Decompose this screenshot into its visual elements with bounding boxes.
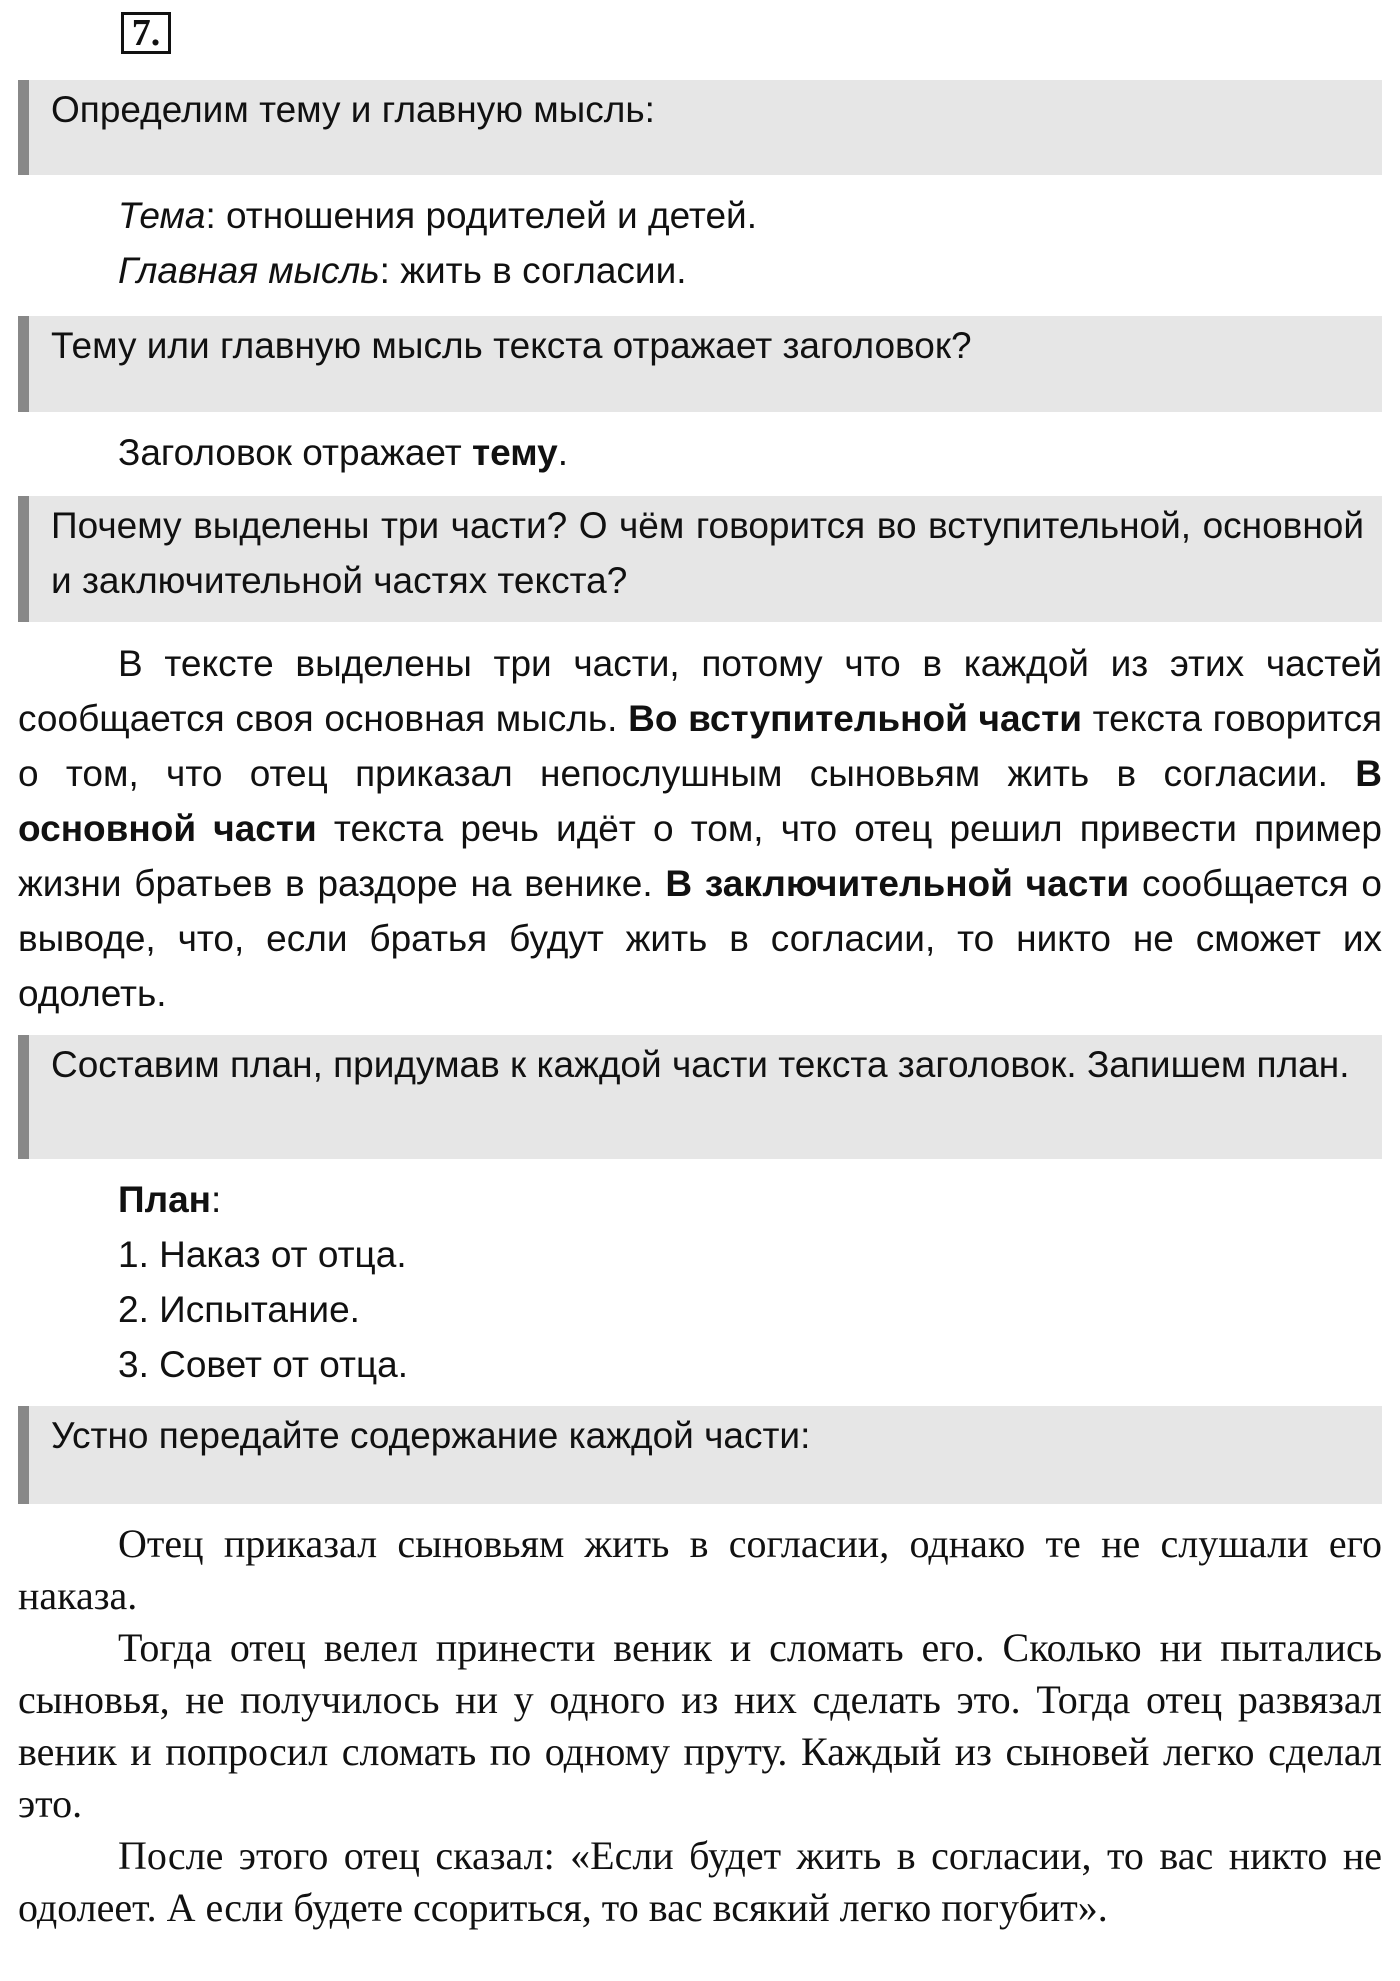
question-text: Определим тему и главную мысль: — [51, 89, 655, 130]
plan-title-line — [118, 1172, 1400, 1227]
retelling-paragraph: Тогда отец велел принести веник и сломать его. Сколько ни пытались сыновья, не получилось ни у одного из них сделать это. Тогда отец развязал веник и попросил сломать по одному пруту. Каждый из сыновей легко сделал это. — [18, 1625, 1382, 1826]
plan-title: План — [118, 1179, 212, 1220]
question-box-topic — [18, 80, 1382, 175]
answer-title — [18, 425, 1400, 480]
theme-text: : отношения родителей и детей. — [205, 195, 757, 236]
question-box-title — [18, 316, 1382, 412]
question-box-retell — [18, 1406, 1382, 1504]
answer-text: Заголовок отражает — [118, 432, 473, 473]
plan — [18, 1172, 1400, 1392]
idea-label: Главная мысль — [118, 250, 380, 291]
theme-line — [118, 188, 1400, 243]
answer-suffix: . — [557, 432, 568, 473]
idea-line — [118, 243, 1400, 298]
question-text: Устно передайте содержание каждой части: — [51, 1415, 811, 1456]
answer-text: В тексте выделены три части, потому что в каждой из этих частей сообщается своя основная мысль. — [18, 643, 1382, 739]
retelling — [18, 1518, 1382, 1934]
theme-label: Тема — [118, 195, 206, 236]
answer-text: сообщается о выводе, что, если братья будут жить в согласии, то никто не сможет их одолеть. — [18, 863, 1383, 1014]
plan-item: 1. Наказ от отца. — [118, 1234, 407, 1275]
retelling-paragraph: Отец приказал сыновьям жить в согласии, однако те не слушали его наказа. — [18, 1521, 1382, 1618]
bold-intro: Во вступительной части — [628, 698, 1082, 739]
answer-bold: тему — [472, 432, 558, 473]
question-box-plan — [18, 1035, 1382, 1159]
task-number: 7. — [121, 12, 171, 54]
answer-text: текста говорится о том, что отец приказал непослушным сыновьям жить в согласии. — [18, 698, 1382, 794]
question-text: Тему или главную мысль текста отражает заголовок? — [51, 325, 972, 366]
plan-item: 3. Совет от отца. — [118, 1344, 409, 1385]
plan-item: 2. Испытание. — [118, 1289, 360, 1330]
bold-conclusion: В заключительной части — [665, 863, 1130, 904]
plan-colon: : — [211, 1179, 222, 1220]
answer-parts — [18, 636, 1382, 1021]
answer-text: текста речь идёт о том, что отец решил привести пример жизни братьев в раздоре на венике. — [18, 808, 1382, 904]
idea-text: : жить в согласии. — [379, 250, 687, 291]
answer-topic — [18, 188, 1400, 298]
question-text: Почему выделены три части? О чём говорится во вступительной, основной и заключительной частях текста? — [51, 505, 1364, 601]
question-text: Составим план, придумав к каждой части текста заголовок. Запишем план. — [51, 1044, 1350, 1085]
question-box-parts — [18, 496, 1382, 622]
retelling-paragraph: После этого отец сказал: «Если будет жить в согласии, то вас никто не одолеет. А если будете ссориться, то вас всякий легко погубит». — [18, 1833, 1382, 1930]
bold-main: В основной части — [18, 753, 1382, 849]
